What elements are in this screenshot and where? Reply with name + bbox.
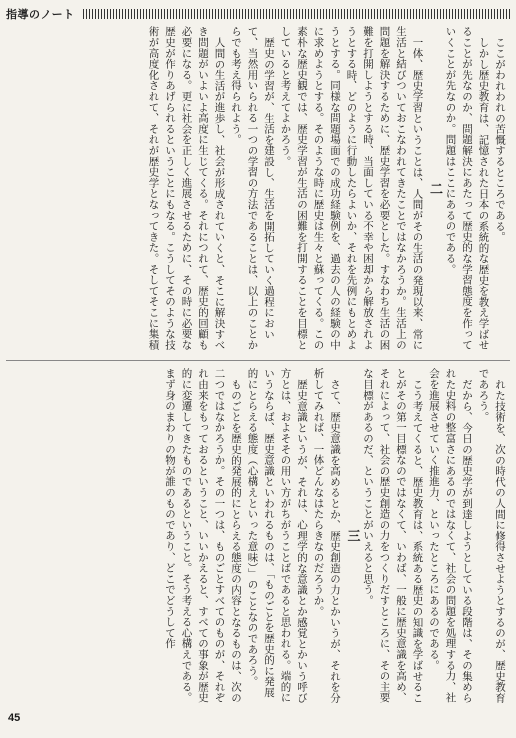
paragraph: 歴史の学習が、生活を建設し、生活を開拓していく過程において、当然用いられる一つの学習の方法であることは、以上のことからでも考え得られよう。 [230, 26, 275, 350]
paragraph: ものごとを歴史的発展的にとらえる態度の内容となるものは、次の二つではなかろうか。その一つは、ものごとすべてのものが、それぞれ由来をもっておるということ、いいかえると、すべての事象が歴史的に変遷してきたものであるということ。そう考える心構えである。まず身のまわりの物が誰のものであり、どこでどうして作 [164, 368, 242, 703]
paragraph: ここがわれわれの苦慨するところである。 [494, 36, 506, 242]
page-number: 45 [8, 712, 21, 724]
bottom-text-block [8, 368, 508, 704]
header-decorative-rule [83, 9, 510, 19]
section-heading: 二 [427, 182, 442, 196]
paragraph: 一体、歴史学習ということは、人間がその生活の発現以来、常に生活と結びついておこなわれてきたことではなかろうか。生活上の問題を解決するために、歴史学習を必要とした。すなわち生活の困難を打開しようとする時、当面している不幸や困却から解放されようとする時、どのように行動したらよいか、それを先例にもとめようとする。同様な問題場面での成功経験例を、過去の人の経験の中に求めようとする。そのような時に歴史は生々と蘇ってくる。この素朴な歴史観では、歴史学習が生活の困難を打開することを目標としていると考えてよかろう。 [279, 26, 424, 350]
paragraph: れた技術を、次の時代の人間に修得させようとするのが、歴史教育であろう。 [477, 368, 506, 703]
paragraph: 人間の生活が進歩し、社会が形成されていくと、そこに解決すべき問題がいよいよ高度に生じてくる。それにつれて、歴史的回顧も必要になる。更に社会を正しく進展させるために、その時に必要な歴史が作りあげられるということにもなる。こうしてそのような技術が高度化されて、それが歴史学となってきた。そしてそこに集積 [147, 26, 226, 350]
top-text-block [8, 26, 508, 352]
paragraph: しかし歴史教育は、記憶された日本の系統的な歴史を教え学ばせることが先なのか、問題解決にあたって歴史的な学習態度を作っていくことが先なのか。問題はここにあるのである。 [444, 26, 490, 350]
section-divider [6, 360, 510, 361]
paragraph: さて、歴史意識を高めるとか、歴史創造の力とかいうが、それを分析してみれば、一体どんなはたらきなのだろうか。 [312, 368, 341, 703]
section-heading: 三 [344, 529, 360, 543]
page-header [6, 6, 510, 22]
paragraph: 歴史意識というが、それは、心理学的な意識とか感覚とかいう呼び方とは、およそその用い方がちがうことばであると思われる。端的にいうならば、歴史意識といわれるものは、「ものごとを歴史的に発展的にとらえる態度（心構えといった意味）」のことなのであろう。 [246, 368, 308, 703]
paragraph: こう考えてくると、歴史教育は、系統ある歴史の知識を学ばせることがその第一目標なのではなくて、いわば、一般に歴史意識を高め、それによって、社会の歴史創造の力をつくりだすところに、その主要な目標があるのだ、ということがいえると思う。 [362, 368, 424, 703]
header-title: 指導のノート [6, 8, 75, 21]
paragraph: だから、今日の歴史学が到達しようとしている段階は、その集められた史料の整富さにあるのではなくて、社会の問題を処理する力、社会を進展させていく推進力、といったところにあるのである。 [428, 368, 473, 703]
